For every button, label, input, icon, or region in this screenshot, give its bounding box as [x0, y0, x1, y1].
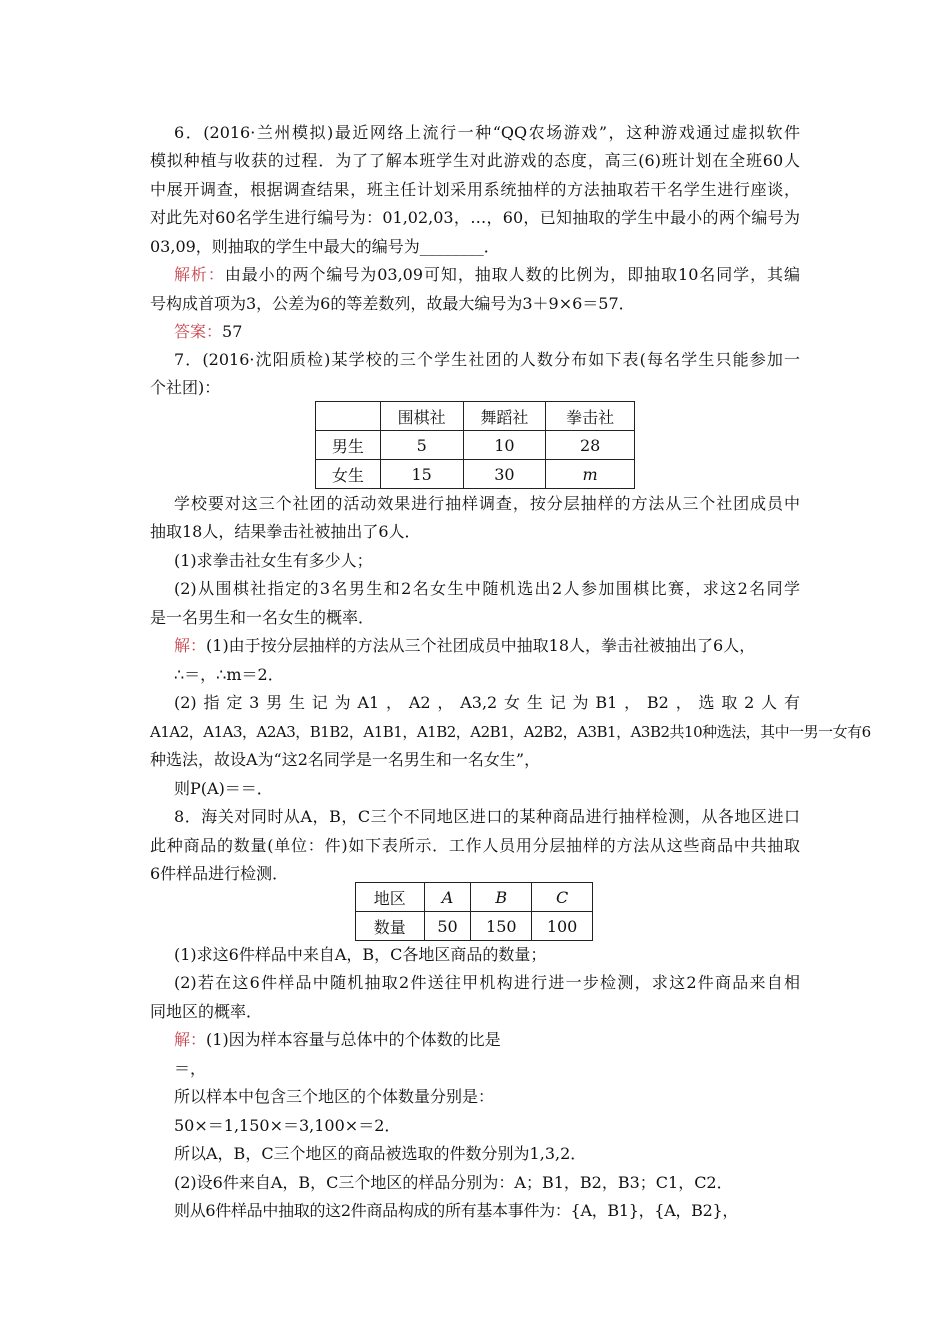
q7-line-1: 7．(2016·沈阳质检)某学校的三个学生社团的人数分布如下表(每名学生只能参加一 — [174, 350, 800, 369]
table-header: C — [532, 883, 593, 912]
q6-analysis-line-1 — [174, 265, 800, 285]
table-cell: 男生 — [316, 431, 381, 460]
q8-solution-line-5: 所以A，B，C三个地区的商品被选取的件数分别为1,3,2． — [174, 1144, 587, 1163]
solution-text: (1)因为样本容量与总体中的个体数的比是 — [206, 1030, 501, 1049]
q8-body-2: (2)若在这6件样品中随机抽取2件送往甲机构进行进一步检测，求这2件商品来自相 — [174, 973, 800, 992]
table-cell: 15 — [380, 460, 463, 489]
q6-line-5: 03,09，则抽取的学生中最大的编号为________． — [150, 237, 500, 256]
q8-line-1: 8．海关对同时从A，B，C三个不同地区进口的某种商品进行抽样检测，从各地区进口 — [174, 807, 800, 826]
q7-solution-line-3: (2)指定3男生记为A1，A2，A3,2女生记为B1，B2，选取2人有 — [174, 693, 800, 712]
table-cell: 数量 — [356, 912, 425, 941]
q8-line-2: 此种商品的数量(单位：件)如下表所示．工作人员用分层抽样的方法从这些商品中共抽取 — [150, 836, 800, 855]
q8-body-3: 同地区的概率． — [150, 1002, 263, 1021]
table-cell: 5 — [380, 431, 463, 460]
q7-solution-line-6: 则P(A)＝＝． — [174, 779, 273, 798]
solution-label: 解： — [174, 1030, 207, 1049]
q6-line-3: 中展开调查，根据调查结果，班主任计划采用系统抽样的方法抽取若干名学生进行座谈， — [150, 180, 800, 199]
table-cell: 150 — [471, 912, 532, 941]
q8-line-3: 6件样品进行检测． — [150, 864, 289, 883]
club-table — [315, 401, 635, 489]
q8-solution-line-3: 所以样本中包含三个地区的个体数量分别是： — [174, 1087, 495, 1106]
table-header: 围棋社 — [380, 402, 463, 431]
answer-label: 答案： — [174, 322, 223, 341]
q7-solution-line-5: 种选法，故设A为“这2名同学是一名男生和一名女生”， — [150, 750, 541, 769]
table-row — [316, 460, 635, 489]
q7-body-4: (2)从围棋社指定的3名男生和2名女生中随机选出2人参加围棋比赛，求这2名同学 — [174, 579, 800, 598]
table-row — [316, 402, 635, 431]
table-cell: 10 — [463, 431, 546, 460]
table-header: 拳击社 — [546, 402, 635, 431]
q6-line-1: 6．(2016·兰州模拟)最近网络上流行一种“QQ农场游戏”，这种游戏通过虚拟软件 — [174, 123, 800, 142]
table-row — [316, 431, 635, 460]
q8-solution-line-2: ＝， — [174, 1059, 207, 1078]
q7-body-1: 学校要对这三个社团的活动效果进行抽样调查，按分层抽样的方法从三个社团成员中 — [174, 494, 800, 513]
q6-line-4: 对此先对60名学生进行编号为：01,02,03，…，60，已知抽取的学生中最小的两个编号为 — [150, 208, 800, 227]
table-header: B — [471, 883, 532, 912]
q7-solution-line-4: A1A2，A1A3，A2A3，B1B2，A1B1，A1B2，A2B1，A2B2，A3B1，A3B2共10种选法，其中一男一女有6 — [150, 723, 871, 741]
table-header: 舞蹈社 — [463, 402, 546, 431]
table-cell: 30 — [463, 460, 546, 489]
q8-solution-line-6: (2)设6件来自A，B，C三个地区的样品分别为：A；B1，B2，B3；C1，C2． — [174, 1173, 733, 1192]
solution-label: 解： — [174, 636, 207, 655]
table-cell: m — [546, 460, 635, 489]
q8-solution-line-7: 则从6件样品中抽取的这2件商品构成的所有基本事件为：{A，B1}，{A，B2}， — [174, 1201, 739, 1220]
q8-solution-line-1 — [174, 1030, 800, 1050]
q7-body-3: (1)求拳击社女生有多少人； — [174, 551, 373, 570]
q6-answer — [174, 322, 800, 342]
answer-value: 57 — [222, 322, 243, 341]
solution-text: (1)由于按分层抽样的方法从三个社团成员中抽取18人，拳击社被抽出了6人， — [206, 636, 756, 655]
q6-line-2: 模拟种植与收获的过程．为了了解本班学生对此游戏的态度，高三(6)班计划在全班60人 — [150, 151, 800, 170]
table-cell: 100 — [532, 912, 593, 941]
q7-solution-line-1 — [174, 636, 800, 656]
analysis-text: 由最小的两个编号为03,09可知，抽取人数的比例为，即抽取10名同学，其编 — [224, 265, 800, 284]
q7-body-2: 抽取18人，结果拳击社被抽出了6人． — [150, 522, 421, 541]
table-row — [356, 912, 593, 941]
table-header: A — [424, 883, 471, 912]
table-cell — [316, 402, 381, 431]
table-cell: 女生 — [316, 460, 381, 489]
q6-analysis-line-2: 号构成首项为3，公差为6的等差数列，故最大编号为3＋9×6＝57． — [150, 294, 635, 313]
q7-body-5: 是一名男生和一名女生的概率． — [150, 608, 375, 627]
table-header: 地区 — [356, 883, 425, 912]
analysis-label: 解析： — [174, 265, 225, 284]
q7-solution-line-2: ∴＝，∴m＝2． — [174, 665, 284, 684]
region-table — [355, 882, 593, 941]
q7-line-2: 个社团)： — [150, 378, 221, 397]
table-cell: 28 — [546, 431, 635, 460]
table-row — [356, 883, 593, 912]
table-cell: 50 — [424, 912, 471, 941]
q8-solution-line-4: 50×＝1,150×＝3,100×＝2． — [174, 1116, 401, 1135]
q8-body-1: (1)求这6件样品中来自A，B，C各地区商品的数量； — [174, 945, 547, 964]
